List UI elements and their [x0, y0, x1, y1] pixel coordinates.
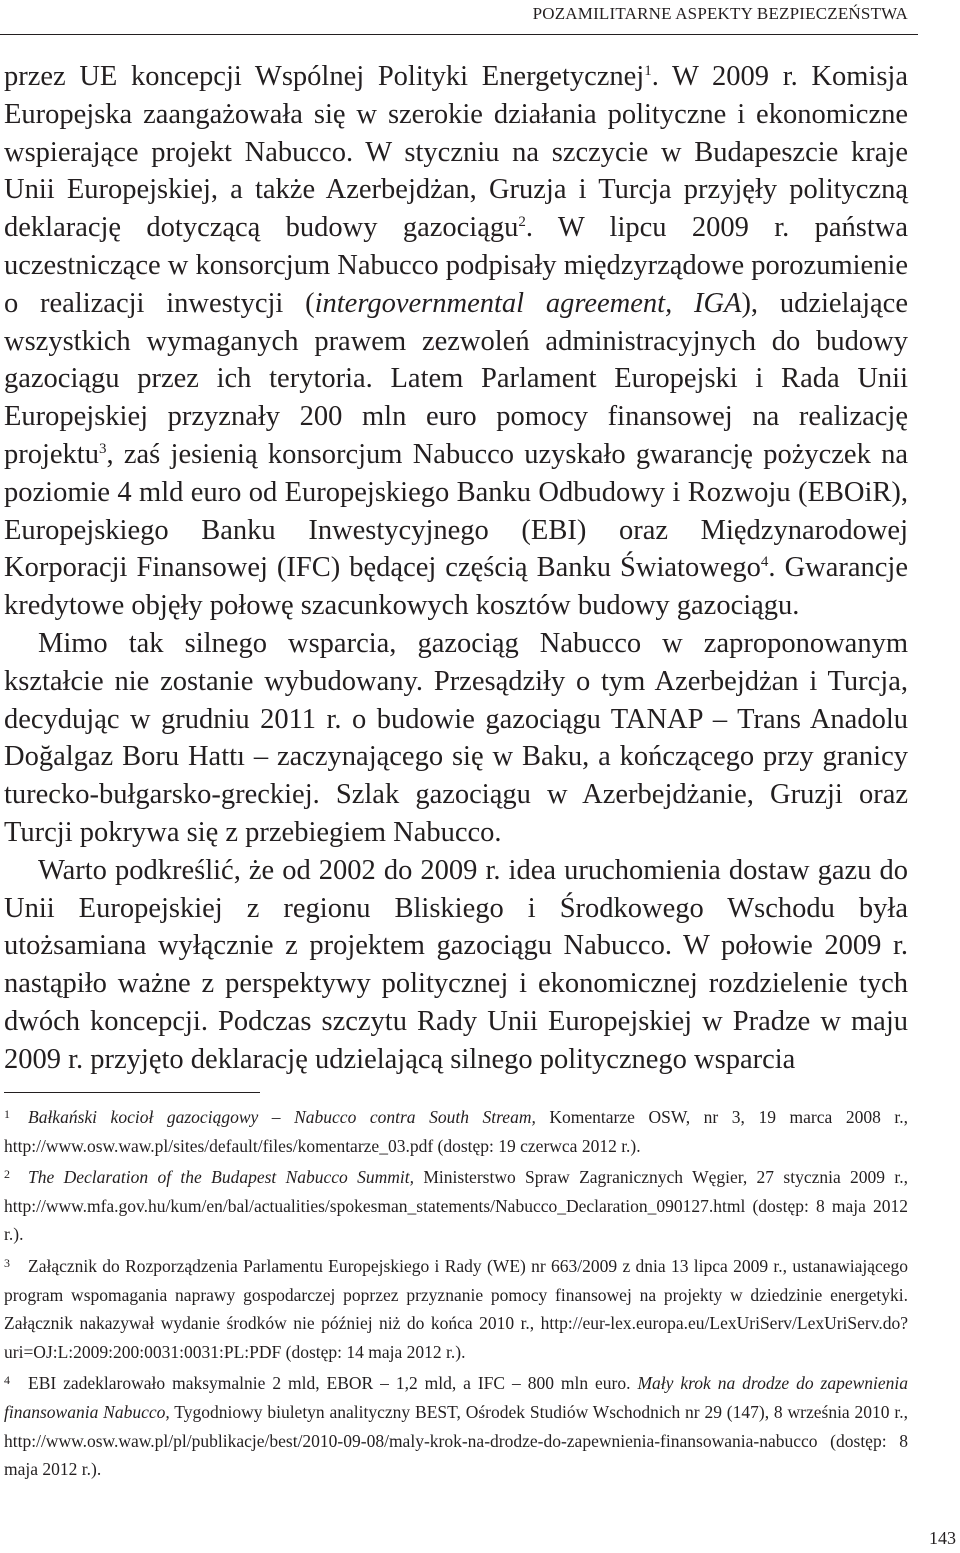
footnote-number: 3: [4, 1255, 10, 1270]
footnote-number: 2: [4, 1167, 10, 1182]
footnote-title: The Declaration of the Budapest Nabucco Summit,: [28, 1167, 415, 1188]
footnote-number: 1: [4, 1107, 10, 1121]
footnote-ref-3[interactable]: 3: [98, 440, 107, 457]
footnote-text: Załącznik do Rozporządzenia Parlamentu Europejskiego i Rady (WE) nr 663/2009 z dnia 13 lipca 2009 r., ustanawiającego program wspomagania naprawy gospodarczej poprzez przyznanie pomocy finansowej na projekty w dziedzinie energetyki. Załącznik nakazywał wydanie środków nie później niż do końca 2010 r., http://eur-lex.europa.eu/LexUriServ/LexUriServ.do?uri=OJ:L:2009:200:0031:0031:PL:PDF (dostęp: 14 maja 2012 r.).: [4, 1255, 908, 1362]
p1-italic-term: intergovernmental agreement, IGA: [314, 287, 742, 319]
footnote-text: Ministerstwo Spraw Zagranicznych Węgier, 27 stycznia 2009 r., http://www.mfa.gov.hu/kum/en/bal/actualities/spokesman_statements/Nabucco_Declaration_090127.html (dostęp: 8 maja 2012 r.).: [4, 1167, 909, 1245]
footnote-ref-2[interactable]: 2: [518, 214, 526, 231]
running-header: POZAMILITARNE ASPEKTY BEZPIECZEŃSTWA: [532, 4, 908, 23]
p1-text-c: . W lipcu 2009 r. państwa uczestniczące w konsorcjum Nabucco podpisały międzyrządowe porozumienie o realizacji inwestycji (: [4, 212, 908, 319]
footnote-title: Bałkański kocioł gazociągowy – Nabucco contra South Stream,: [28, 1107, 536, 1127]
footnotes: [4, 1100, 908, 1484]
footnote-text: Komentarze OSW, nr 3, 19 marca 2008 r., http://www.osw.waw.pl/sites/default/files/komentarze_03.pdf (dostęp: 19 czerwca 2012 r.).: [4, 1107, 908, 1156]
paragraph-2: Mimo tak silnego wsparcia, gazociąg Nabucco w zaproponowanym kształcie nie zostanie wybudowany. Przesądziły o tym Azerbejdżan i Turcja, decydując w grudniu 2011 r. o budowie gazociągu TANAP – Trans Anadolu Doğalgaz Boru Hattı – zaczynającego się w Baku, a kończącego przy granicy turecko-bułgarsko-greckiej. Szlak gazociągu w Azerbejdżanie, Gruzji oraz Turcji pokrywa się z przebiegiem Nabucco.: [4, 627, 908, 848]
footnote-number: 4: [4, 1373, 10, 1388]
page-number: 143: [929, 1528, 956, 1548]
p1-text-e: , zaś jesienią konsorcjum Nabucco uzyskało gwarancję pożyczek na poziomie 4 mld euro od Europejskiego Banku Odbudowy i Rozwoju (EBOiR), Europejskiego Banku Inwestycyjnego (EBI) oraz Międzynarodowej Korporacji Finansowej (IFC) będącej częścią Banku Światowego: [4, 438, 908, 584]
footnote-title: Mały krok na drodze do zapewnienia finansowania Nabucco,: [4, 1373, 908, 1422]
footnote-text: Tygodniowy biuletyn analityczny BEST, Ośrodek Studiów Wschodnich nr 29 (147), 8 września 2010 r., http://www.osw.waw.pl/pl/publikacje/best/2010-09-08/maly-krok-na-drodze-do-zapewnienia-finansowania-nabucco (dostęp: 8 maja 2012 r.).: [4, 1401, 908, 1480]
paragraph-1: [4, 58, 908, 625]
p1-text-f: . Gwarancje kredytowe objęły połowę szacunkowych kosztów budowy gazociągu.: [4, 552, 908, 622]
paragraph-3: Warto podkreślić, że od 2002 do 2009 r. idea uruchomienia dostaw gazu do Unii Europejskiej z regionu Bliskiego i Środkowego Wschodu była utożsamiana wyłącznie z projektem gazociągu Nabucco. W połowie 2009 r. nastąpiło ważne z perspektywy politycznej i ekonomicznej rozdzielenie tych dwóch koncepcji. Podczas szczytu Rady Unii Europejskiej w Pradze w maju 2009 r. przyjęto deklarację udzielającą silnego politycznego wsparcia: [4, 854, 908, 1075]
footnote-1: [4, 1100, 908, 1160]
p1-text-a: przez UE koncepcji Wspólnej Polityki Energetycznej: [4, 61, 645, 92]
header-rule: [0, 34, 918, 35]
footnote-3: [4, 1249, 908, 1366]
footnote-text-before: EBI zadeklarowało maksymalnie 2 mld, EBOR – 1,2 mld, a IFC – 800 mln euro.: [28, 1373, 638, 1394]
footnote-4: [4, 1366, 908, 1483]
footnote-ref-1[interactable]: 1: [644, 63, 652, 79]
p1-text-b: . W 2009 r. Komisja Europejska zaangażowała się w szerokie działania polityczne i ekonomiczne wspierające projekt Nabucco. W styczniu na szczycie w Budapeszcie kraje Unii Europejskiej, a także Azerbejdżan, Gruzja i Turcja przyjęły polityczną deklarację dotyczącą budowy gazociągu: [4, 61, 908, 244]
body-text: [4, 58, 908, 1079]
p1-text-d: ), udzielające wszystkich wymaganych prawem zezwoleń administracyjnych do budowy gazociągu przez ich terytoria. Latem Parlament Europejski i Rada Unii Europejskiej przyznały 200 mln euro pomocy finansowej na realizację projektu: [4, 287, 908, 470]
footnote-2: [4, 1160, 908, 1249]
footnote-rule: [4, 1092, 260, 1093]
footnote-ref-4[interactable]: 4: [760, 554, 769, 571]
